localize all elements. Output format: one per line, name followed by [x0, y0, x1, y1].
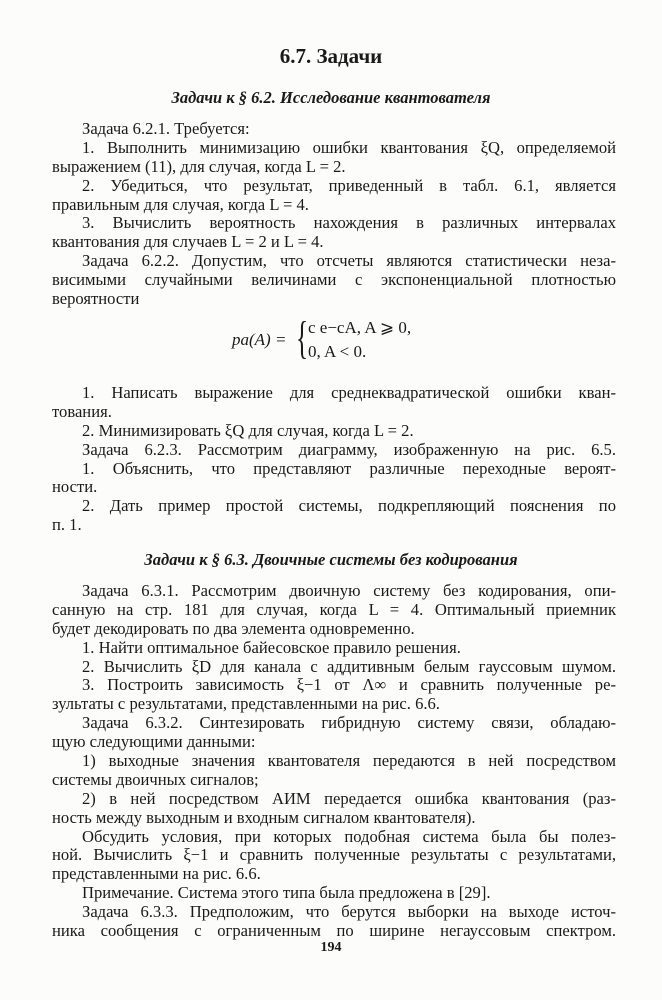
density-formula — [232, 314, 492, 366]
text-line: щую следующими данными: — [52, 733, 256, 752]
task-heading-line: Задача 6.3.2. Синтезировать гибридную систему связи, обладаю- — [82, 714, 616, 733]
text-line: представленными на рис. 6.6. — [52, 865, 261, 884]
text-line: 1. Объяснить, что представляют различные переходные вероят- — [82, 459, 616, 478]
text-line: санную на стр. 181 для случая, когда L = 4. Оптимальный приемник — [52, 600, 616, 619]
chapter-title: 6.7. Задачи — [279, 44, 383, 68]
text-line: ной. Вычислить ξ−1 и сравнить полученные результаты с результатами, — [52, 846, 616, 865]
task-heading-line: Задача 6.2.2. Допустим, что отсчеты являются статистически неза- — [82, 252, 616, 271]
text-line: будет декодировать по два элемента одновременно. — [52, 619, 415, 638]
text-line: 1. Выполнить минимизацию ошибки квантования ξQ, определяемой — [82, 138, 616, 157]
section-6-3-text — [52, 582, 616, 941]
task-heading-line: Задача 6.2.3. Рассмотрим диаграмму, изображенную на рис. 6.5. — [82, 440, 616, 459]
text-line: тования. — [52, 402, 112, 421]
formula-lhs: pa(A) = — [232, 330, 287, 349]
section-heading-6-3: Задачи к § 6.3. Двоичные системы без кодирования — [144, 550, 518, 569]
text-line: ности. — [52, 478, 98, 497]
text-line: 2. Вычислить ξD для канала с аддитивным белым гауссовым шумом. — [82, 657, 616, 676]
text-line: 3. Построить зависимость ξ−1 от Λ∞ и сравнить полученные ре- — [82, 676, 616, 695]
text-line: выражением (11), для случая, когда L = 2. — [52, 157, 346, 176]
text-line: 3. Вычислить вероятность нахождения в различных интервалах — [82, 214, 616, 233]
text-line: висимыми случайными величинами с экспоненциальной плотностью — [52, 271, 616, 290]
note-line: Примечание. Система этого типа была предложена в [29]. — [82, 884, 491, 903]
text-line: 2) в ней посредством АИМ передается ошибка квантования (раз- — [82, 789, 616, 808]
formula-brace: { — [296, 312, 309, 363]
section-heading-6-2: Задачи к § 6.2. Исследование квантователя — [171, 88, 491, 107]
text-line: Обсудить условия, при которых подобная система была бы полез- — [82, 827, 616, 846]
text-line: зультаты с результатами, представленными на рис. 6.6. — [52, 695, 440, 714]
text-line: 2. Минимизировать ξQ для случая, когда L = 2. — [82, 421, 414, 440]
formula-case-2: 0, A < 0. — [308, 342, 367, 361]
text-line: п. 1. — [52, 516, 82, 535]
page-number: 194 — [320, 940, 342, 955]
text-line: ность между выходным и входным сигналом квантователя). — [52, 808, 476, 827]
text-line: 2. Дать пример простой системы, подкрепляющий пояснения по — [82, 497, 616, 516]
text-line: системы двоичных сигналов; — [52, 770, 259, 789]
section-6-2-text — [52, 120, 616, 309]
task-heading-line: Задача 6.3.3. Предположим, что берутся выборки на выходе источ- — [82, 903, 616, 922]
text-line: 2. Убедиться, что результат, приведенный в табл. 6.1, является — [82, 176, 616, 195]
formula-case-1: c e−cA, A ⩾ 0, — [308, 318, 412, 337]
text-line: 1) выходные значения квантователя передаются в ней посредством — [82, 752, 616, 771]
text-line: 1. Написать выражение для среднеквадратической ошибки кван- — [82, 384, 616, 402]
text-line: ника сообщения с ограниченным по ширине негауссовым спектром. — [52, 922, 616, 941]
text-line: правильным для случая, когда L = 4. — [52, 195, 309, 214]
task-heading-line: Задача 6.3.1. Рассмотрим двоичную систему без кодирования, опи- — [82, 582, 616, 600]
section-6-2-text-continued — [52, 384, 616, 535]
text-line: вероятности — [52, 290, 140, 309]
task-heading-line: Задача 6.2.1. Требуется: — [82, 120, 250, 138]
text-line: квантования для случаев L = 2 и L = 4. — [52, 233, 324, 252]
text-line: 1. Найти оптимальное байесовское правило решения. — [82, 638, 461, 657]
